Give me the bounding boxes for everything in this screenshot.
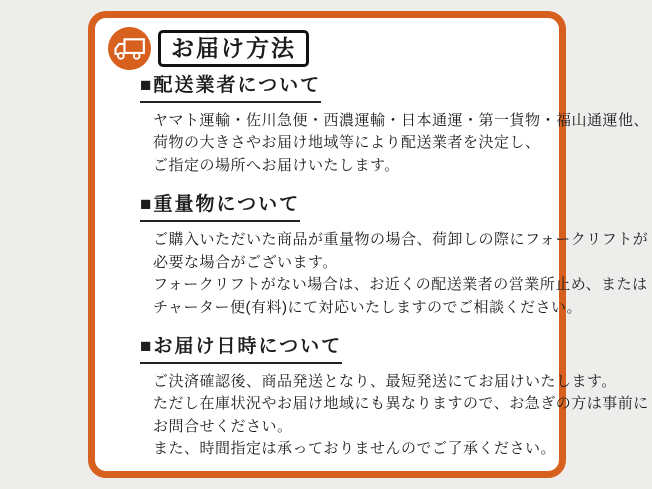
section-delivery-datetime-body: [153, 371, 649, 461]
section-delivery-datetime-heading: ■お届け日時について: [140, 336, 342, 364]
text-line: フォークリフトがない場合は、お近くの配送業者の営業所止め、または: [153, 276, 648, 294]
text-line: ヤマト運輸・佐川急便・西濃運輸・日本通運・第一貨物・福山通運他、: [153, 111, 650, 129]
section-carriers-heading: ■配送業者について: [140, 75, 321, 103]
section-delivery-datetime: [140, 319, 649, 461]
text-line: ご指定の場所へお届けいたします。: [153, 156, 400, 174]
section-heavy-items-heading: ■重量物について: [140, 194, 300, 222]
section-carriers-body: [153, 110, 650, 178]
panel-header: [108, 27, 545, 70]
text-line: 荷物の大きさやお届け地域等により配送業者を決定し、: [153, 134, 541, 152]
text-line: また、時間指定は承っておりませんのでご了承ください。: [153, 440, 557, 458]
text-line: 必要な場合がございます。: [153, 253, 338, 271]
text-line: ご購入いただいた商品が重量物の場合、荷卸しの際にフォークリフトが: [153, 231, 649, 249]
section-heavy-items: [140, 177, 649, 319]
text-line: ご決済確認後、商品発送となり、最短発送にてお届けいたします。: [153, 372, 617, 390]
delivery-info-panel: [88, 11, 650, 478]
section-carriers: [140, 70, 650, 177]
panel-title: お届け方法: [158, 30, 309, 68]
section-heavy-items-body: [153, 229, 649, 319]
truck-icon: [108, 27, 151, 70]
text-line: チャーター便(有料)にて対応いたしますのでご相談ください。: [153, 298, 583, 316]
text-line: ただし在庫状況やお届け地域にも異なりますので、お急ぎの方は事前に: [153, 395, 649, 413]
text-line: お問合せください。: [153, 417, 293, 435]
